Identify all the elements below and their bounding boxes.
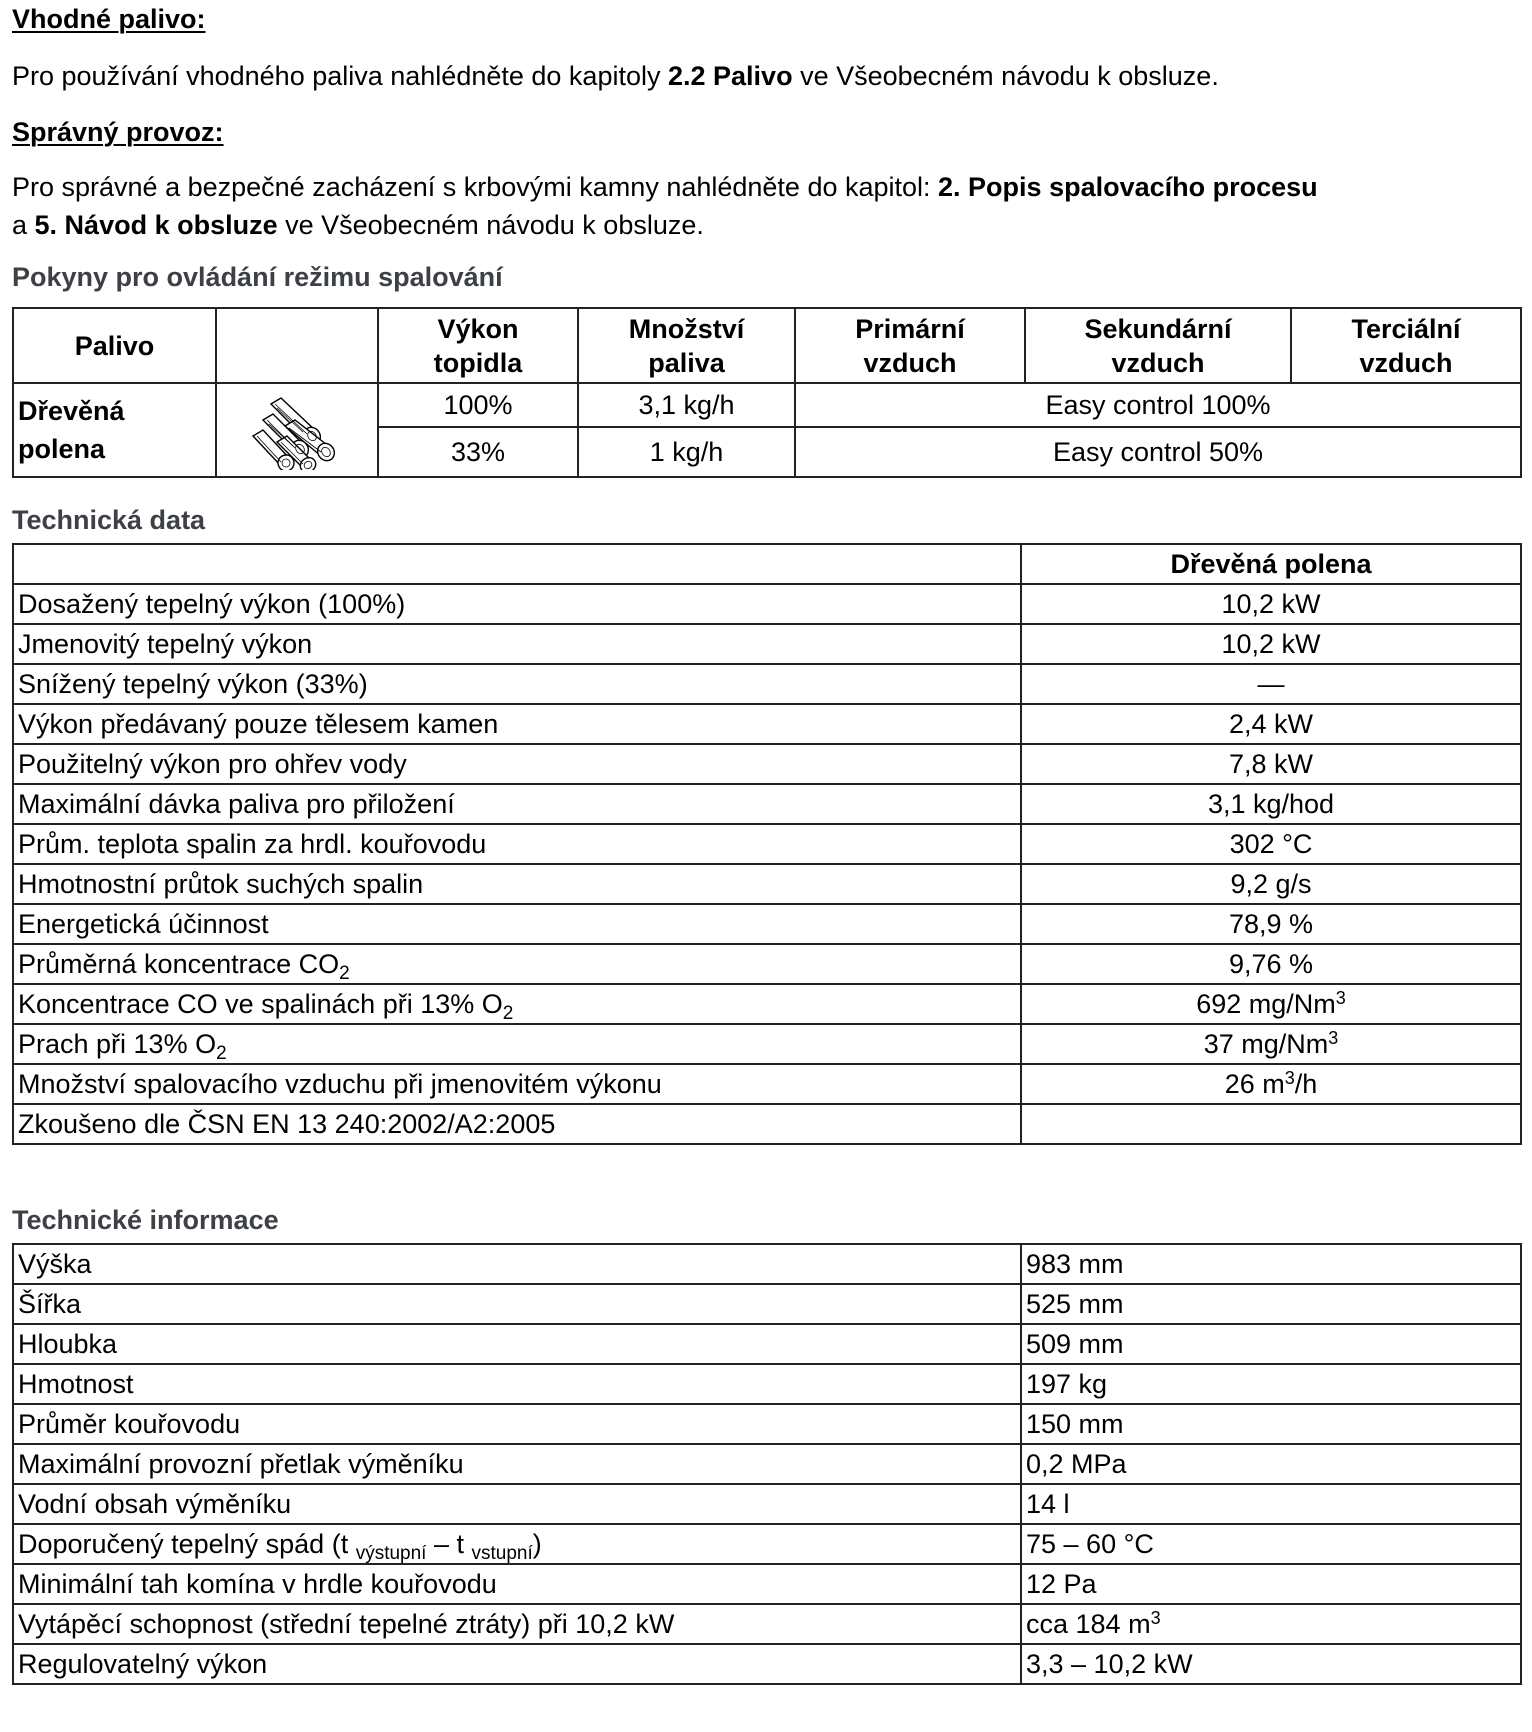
- table-header-row: [13, 308, 1521, 383]
- fuel-chapter-ref: 2.2 Palivo: [667, 61, 793, 91]
- table-row: [13, 1444, 1521, 1484]
- table-row: [13, 1104, 1521, 1144]
- row-label: Hloubka: [13, 1324, 1021, 1364]
- row-value: 37 mg/Nm$^3$: [1021, 1024, 1521, 1064]
- table-row: [13, 744, 1521, 784]
- row-value: 692 mg/Nm$^3$: [1021, 984, 1521, 1024]
- row-label: Hmotnost: [13, 1364, 1021, 1404]
- table-row: [13, 824, 1521, 864]
- row-value: —: [1021, 664, 1521, 704]
- header-tertiary-air: Terciální vzduch: [1291, 308, 1521, 383]
- tech-data-title: Technická data: [12, 505, 206, 535]
- table-row: [13, 864, 1521, 904]
- operation-paragraph-line2: [12, 206, 704, 244]
- operation-text-end: ve Všeobecném návodu k obsluze.: [277, 210, 704, 240]
- table-row: [13, 1524, 1521, 1564]
- output-cell: 33%: [378, 427, 578, 477]
- row-value: [1021, 1104, 1521, 1144]
- row-label: Vodní obsah výměníku: [13, 1484, 1021, 1524]
- row-label: Maximální dávka paliva pro přiložení: [13, 784, 1021, 824]
- row-label: Prach při 13% $O_2$: [13, 1024, 1021, 1064]
- air-setting-cell: Easy control 50%: [795, 427, 1521, 477]
- table-row: [13, 1564, 1521, 1604]
- fuel-heading: Vhodné palivo:: [12, 4, 206, 34]
- row-value: 14 l: [1021, 1484, 1521, 1524]
- operation-chapter-ref-5: 5. Návod k obsluze: [34, 210, 278, 240]
- row-label: Snížený tepelný výkon (33%): [13, 664, 1021, 704]
- table-row: [13, 1024, 1521, 1064]
- row-value: 525 mm: [1021, 1284, 1521, 1324]
- header-fuel: Palivo: [13, 308, 216, 383]
- table-row: [13, 624, 1521, 664]
- row-value: 12 Pa: [1021, 1564, 1521, 1604]
- technical-info-table: [12, 1243, 1522, 1685]
- table-row: [13, 1604, 1521, 1644]
- header-fuel-type: Dřevěná polena: [1021, 544, 1521, 584]
- row-label: Výška: [13, 1244, 1021, 1284]
- table-row: [13, 1244, 1521, 1284]
- row-value: 2,4 kW: [1021, 704, 1521, 744]
- row-label: Maximální provozní přetlak výměníku: [13, 1444, 1021, 1484]
- header-fuel-amount: Množství paliva: [578, 308, 795, 383]
- row-label: Výkon předávaný pouze tělesem kamen: [13, 704, 1021, 744]
- row-label: Zkoušeno dle ČSN EN 13 240:2002/A2:2005: [13, 1104, 1021, 1144]
- fuel-image-cell: [216, 383, 378, 477]
- row-value: 509 mm: [1021, 1324, 1521, 1364]
- header-empty-cell: [13, 544, 1021, 584]
- tech-info-title: Technické informace: [12, 1205, 279, 1235]
- fuel-amount-cell: 1 kg/h: [578, 427, 795, 477]
- technical-data-table: [12, 543, 1522, 1145]
- row-value: 150 mm: [1021, 1404, 1521, 1444]
- air-setting-cell: Easy control 100%: [795, 383, 1521, 427]
- table-row: [13, 904, 1521, 944]
- output-cell: 100%: [378, 383, 578, 427]
- row-label: Doporučený tepelný spád (t $_{výstupní}$ – t $_{vstupní}$): [13, 1524, 1021, 1564]
- row-label: Průměr kouřovodu: [13, 1404, 1021, 1444]
- table-row: [13, 1284, 1521, 1324]
- header-image: [216, 308, 378, 383]
- fuel-text: Pro používání vhodného paliva nahlédněte do kapitoly: [12, 61, 668, 91]
- row-value: 26 $m^3/h$: [1021, 1064, 1521, 1104]
- row-value: 9,76 %: [1021, 944, 1521, 984]
- table-row: [13, 944, 1521, 984]
- row-label: Použitelný výkon pro ohřev vody: [13, 744, 1021, 784]
- row-label: Hmotnostní průtok suchých spalin: [13, 864, 1021, 904]
- table-header-row: [13, 544, 1521, 584]
- operation-paragraph-line1: [12, 168, 1318, 206]
- table-row: [13, 1484, 1521, 1524]
- row-value: 197 kg: [1021, 1364, 1521, 1404]
- fuel-name-cell: Dřevěná polena: [13, 383, 216, 477]
- operation-heading: Správný provoz:: [12, 117, 224, 147]
- fuel-paragraph: [12, 57, 1219, 95]
- row-label: Koncentrace CO ve spalinách při 13% $O_2$: [13, 984, 1021, 1024]
- table-row: [13, 1644, 1521, 1684]
- row-value: 10,2 kW: [1021, 624, 1521, 664]
- row-value: 9,2 g/s: [1021, 864, 1521, 904]
- row-label: Dosažený tepelný výkon (100%): [13, 584, 1021, 624]
- control-section-title: Pokyny pro ovládání režimu spalování: [12, 262, 503, 292]
- row-label: Šířka: [13, 1284, 1021, 1324]
- fuel-amount-cell: 3,1 kg/h: [578, 383, 795, 427]
- row-label: Energetická účinnost: [13, 904, 1021, 944]
- table-row: [13, 1364, 1521, 1404]
- table-row: [13, 584, 1521, 624]
- table-row: [13, 1404, 1521, 1444]
- row-label: Množství spalovacího vzduchu při jmenovitém výkonu: [13, 1064, 1021, 1104]
- header-output: Výkon topidla: [378, 308, 578, 383]
- row-value: 78,9 %: [1021, 904, 1521, 944]
- fuel-text-end: ve Všeobecném návodu k obsluze.: [792, 61, 1219, 91]
- row-label: Prům. teplota spalin za hrdl. kouřovodu: [13, 824, 1021, 864]
- row-label: Vytápěcí schopnost (střední tepelné ztráty) při 10,2 kW: [13, 1604, 1021, 1644]
- row-label: Minimální tah komína v hrdle kouřovodu: [13, 1564, 1021, 1604]
- table-row: [13, 1064, 1521, 1104]
- firewood-logs-icon: [247, 390, 347, 470]
- row-value: 75 – 60 °C: [1021, 1524, 1521, 1564]
- row-value: 3,3 – 10,2 kW: [1021, 1644, 1521, 1684]
- table-row: [13, 984, 1521, 1024]
- row-value: cca 184 $m^3$: [1021, 1604, 1521, 1644]
- table-row: [13, 664, 1521, 704]
- row-label: Průměrná koncentrace $CO_2$: [13, 944, 1021, 984]
- table-row: [13, 383, 1521, 427]
- row-label: Regulovatelný výkon: [13, 1644, 1021, 1684]
- table-row: [13, 1324, 1521, 1364]
- operation-text: Pro správné a bezpečné zacházení s krbovými kamny nahlédněte do kapitol:: [12, 172, 939, 202]
- combustion-control-table: [12, 307, 1522, 478]
- table-row: [13, 704, 1521, 744]
- operation-text-a: a: [12, 210, 35, 240]
- row-label: Jmenovitý tepelný výkon: [13, 624, 1021, 664]
- row-value: 7,8 kW: [1021, 744, 1521, 784]
- row-value: 3,1 kg/hod: [1021, 784, 1521, 824]
- row-value: 983 mm: [1021, 1244, 1521, 1284]
- header-primary-air: Primární vzduch: [795, 308, 1025, 383]
- row-value: 0,2 MPa: [1021, 1444, 1521, 1484]
- operation-chapter-ref-2: 2. Popis spalovacího procesu: [938, 172, 1318, 202]
- row-value: 10,2 kW: [1021, 584, 1521, 624]
- row-value: 302 °C: [1021, 824, 1521, 864]
- table-row: [13, 784, 1521, 824]
- header-secondary-air: Sekundární vzduch: [1025, 308, 1291, 383]
